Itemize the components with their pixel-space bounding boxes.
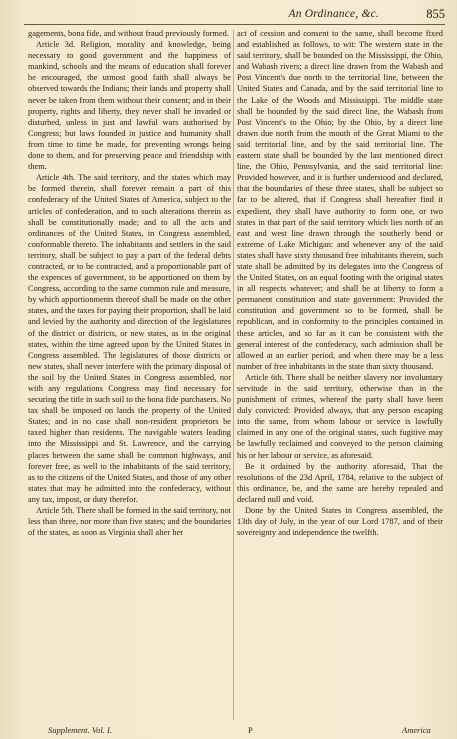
running-title: An Ordinance, &c. [288,8,379,20]
column-divider [233,30,234,720]
paragraph: gagements, bona fide, and without fraud previously formed. [28,29,229,38]
paragraph-done: Done by the United States in Congress assembled, the 13th day of July, in the year of our Lord 1787, and of their sovereignty and independence the twelfth. [237,506,443,538]
paragraph-article-4: Article 4th. The said territory, and the states which may be formed therein, shall forever remain a part of this confederacy of the United States of America, subject to the articles of confederation, and to such alterations therein as shall be constitutionally made; and to all the acts and ordinances of the United States, in Congress assembled, conformable thereto. The inhabitants and settlers in the said territory, shall be subject to pay a part of the federal debts contracted, or to be contracted, and a proportionable part of the expences of government, to be apportioned on them by Congress, according to the same common rule and measure, by which apportionments thereof shall be made on the other states, and the taxes for paying their proportion, shall be laid and levied by the authority and direction of the legislatures of the district or districts, or new states, as in the original states, within the time agreed upon by the United States in Congress assembled. The legislatures of those districts or new states, shall never interfere with the primary disposal of the soil by the United States in Congress assembled, nor with any regulations Congress may find necessary for securing the title in such soil to the bona fide purchasers. No tax shall be imposed on lands the property of the United States; and in no case shall non-resident proprietors be taxed higher than residents. The navigable waters leading into the Mississippi and St. Lawrence, and the carrying places between the same shall be common highways, and forever free, as well to the inhabitants of the said territory, as to the citizens of the United States, and those of any other states that may be admitted into the confederacy, without any tax, impost, or duty therefor. [28,173,231,504]
paragraph-article-3: Article 3d. Religion, morality and knowledge, being necessary to good government and the happiness of mankind, schools and the means of education shall forever be encouraged, the utmost good faith shall always be observed towards the Indians; their lands and property shall never be taken from them without their consent; and in their property, rights and liberty, they never shall be invaded or disturbed, unless in just and lawful wars authorised by Congress; but laws founded in justice and humanity shall from time to time be made, for preventing wrongs being done to them, and for preserving peace and friendship with them. [28,40,231,172]
footer-volume: Supplement. Vol. I. [48,725,112,735]
header-rule [24,24,445,25]
page-number: 855 [426,7,445,21]
paragraph-repeal: Be it ordained by the authority aforesaid, That the resolutions of the 23d April, 1784, relative to the subject of this ordinance, be, and the same are hereby repealed and declared null and void. [237,461,443,504]
page-header [24,4,445,26]
footer-catchword: America [402,725,431,735]
paragraph-article-5: Article 5th. There shall be formed in the said territory, not less than three, nor more than five states; and the boundaries of the states, as soon as Virginia shall alter her [28,506,231,538]
left-column [28,28,231,723]
right-column [237,28,443,723]
footer-signature-mark: P [248,725,253,735]
paragraph-article-6: Article 6th. There shall be neither slavery nor involuntary servitude in the said territory, otherwise than in the punishment of crimes, whereof the party shall have been duly convicted: Provided always, that any person escaping into the same, from whom labour or service is lawfully claimed in any one of the original states, such fugitive may be lawfully reclaimed and conveyed to the person claiming his or her labour or service, as aforesaid. [237,372,443,460]
paragraph: act of cession and consent to the same, shall become fixed and established as follows, to wit: The western state in the said territory, shall be bounded on the Mississippi, the Ohio, and Wabash rivers; a direct line drawn from the Wabash and Post Vincent's due north to the territorial line, between the United States and Canada, and by the said territorial line to the Lake of the Woods and Mississippi. The middle state shall be bounded by the said direct line, the Wabash from Post Vincent's to the Ohio; by the Ohio, by a direct line drawn due north from the mouth of the Great Miami to the said territorial line, and by the said territorial line. The eastern state shall be bounded by the last mentioned direct line, the Ohio, Pennsylvania, and the said territorial line: Provided however, and it is further understood and declared, that the boundaries of these three states, shall be subject so far to be altered, that if Congress shall hereafter find it expedient, they shall have authority to form one, or two states in that part of the said territory which lies north of an east and west line drawn through the southerly bend or extreme of Lake Michigan: and whenever any of the said states shall have sixty thousand free inhabitants therein, such state shall be admitted by its delegates into the Congress of the United States, on an equal footing with the original states in all respects whatever; and shall be at liberty to form a permanent constitution and state government: Provided the constitution and government so to be formed, shall be republican, and in conformity to the principles contained in these articles, and so far as it can be consistent with the general interest of the confederacy, such admission shall be allowed at an earlier period, and when there may be a less number of free inhabitants in the state than sixty thousand. [237,29,443,371]
